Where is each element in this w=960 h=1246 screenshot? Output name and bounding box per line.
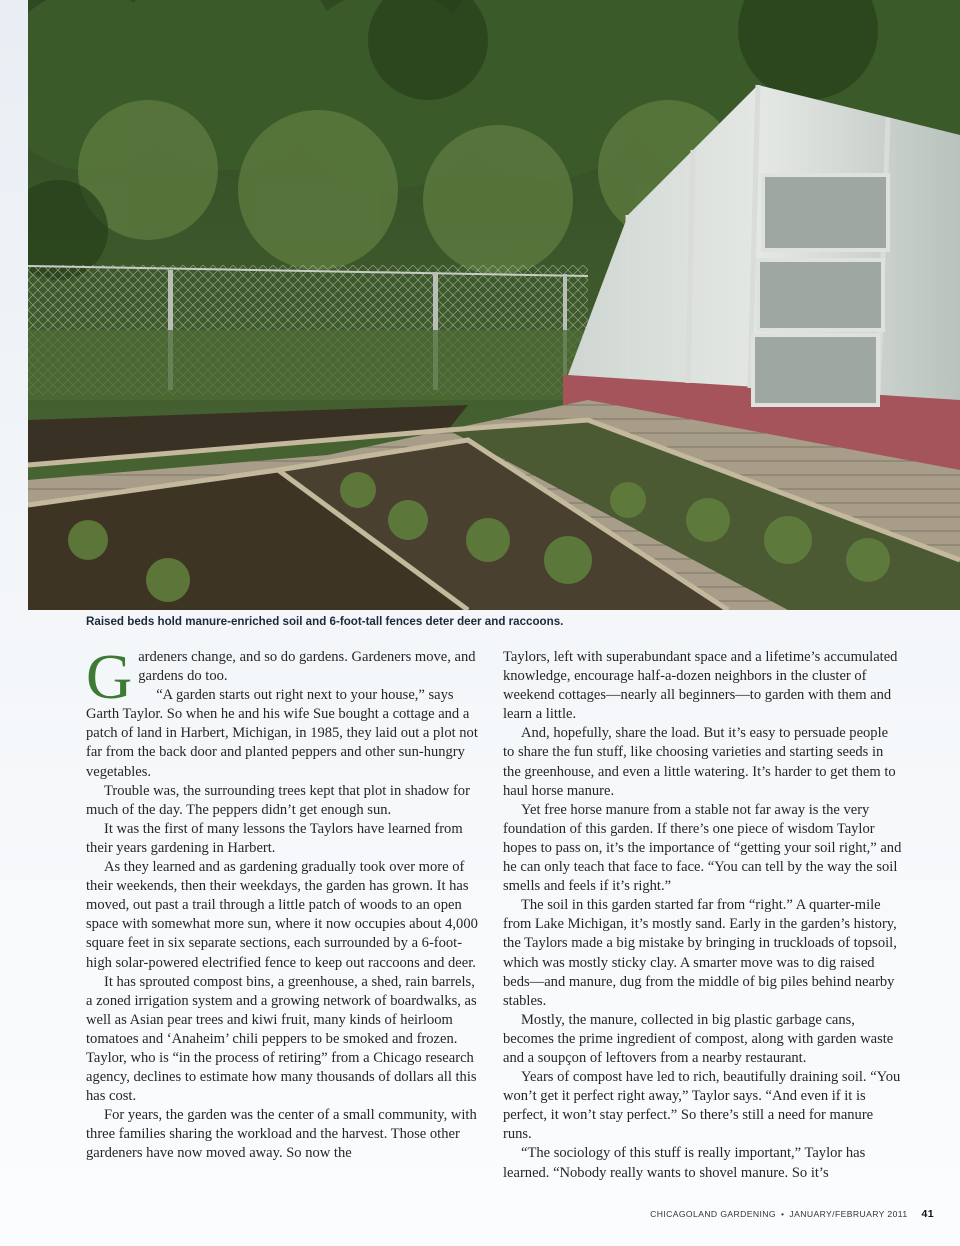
paragraph: Trouble was, the surrounding trees kept that plot in shadow for much of the day. The peppers didn’t get enough sun. bbox=[86, 782, 470, 818]
article-column-left bbox=[86, 641, 484, 1164]
garden-photo bbox=[28, 0, 960, 610]
issue-date: JANUARY/FEBRUARY 2011 bbox=[789, 1209, 908, 1219]
paragraph: “A garden starts out right next to your house,” says Garth Taylor. So when he and his wife Sue bought a cottage and a patch of land in Harbert, Michigan, in 1985, they laid out a plot not far from the back door and planted peppers and other sun-hungry vegetables. bbox=[86, 687, 478, 780]
paragraph: For years, the garden was the center of a small community, with three families sharing the workload and the harvest. Those other gardeners have now moved away. So now the bbox=[86, 1107, 477, 1162]
paragraph: Mostly, the manure, collected in big plastic garbage cans, becomes the prime ingredient of compost, along with garden waste and a soupçon of leftovers from a nearby restaurant. bbox=[503, 1011, 894, 1066]
paragraph: Yet free horse manure from a stable not far away is the very foundation of this garden. If there’s one piece of wisdom Taylor hopes to pass on, it’s the importance of “getting your soil right,” and he can only teach that face to face. “You can tell by the way the soil smells and feels if it’s right.” bbox=[503, 801, 902, 895]
footer-separator: • bbox=[780, 1209, 785, 1219]
paragraph: And, hopefully, share the load. But it’s easy to persuade people to share the fun stuff, like choosing varieties and starting seeds in the greenhouse, and even a little watering. It’s harder to get them to haul horse manure. bbox=[503, 725, 896, 799]
paragraph: It was the first of many lessons the Taylors have learned from their years gardening in Harbert. bbox=[86, 820, 463, 856]
garden-photo-illustration bbox=[28, 0, 960, 610]
publication-name: CHICAGOLAND GARDENING bbox=[650, 1209, 776, 1219]
page-footer bbox=[600, 1208, 934, 1220]
drop-cap: G bbox=[86, 641, 133, 712]
article-column-right bbox=[503, 648, 903, 1183]
paragraph: Gardeners change, and so do gardens. Gardeners move, and gardens do too. bbox=[86, 641, 476, 712]
photo-caption: Raised beds hold manure-enriched soil and 6-foot-tall fences deter deer and raccoons. bbox=[86, 615, 564, 628]
paragraph: Taylors, left with superabundant space and a lifetime’s accumulated knowledge, encourage half-a-dozen neighbors in the cluster of weekend cottages—nearly all beginners—to garden with them and learn a little. bbox=[503, 649, 898, 723]
paragraph: As they learned and as gardening gradually took over more of their weekends, then their weekdays, the garden has grown. It has moved, out past a trail through a little patch of woods to an open space with somewhat more sun, where it now occupies about 4,000 square feet in six separate sections, each surrounded by a 6-foot-high solar-powered electrified fence to keep out raccoons and deer. bbox=[86, 859, 478, 971]
page-number: 41 bbox=[921, 1208, 934, 1220]
paragraph: “The sociology of this stuff is really important,” Taylor has learned. “Nobody really wants to shovel manure. So it’s bbox=[503, 1145, 866, 1181]
paragraph: Years of compost have led to rich, beautifully draining soil. “You won’t get it perfect right away,” Taylor says. “And even if it is perfect, it won’t stay perfect.” So there’s still a need for manure runs. bbox=[503, 1069, 901, 1143]
paragraph: It has sprouted compost bins, a greenhouse, a shed, rain barrels, a zoned irrigation system and a growing network of boardwalks, as well as Asian pear trees and kiwi fruit, many kinds of heirloom tomatoes and ‘Anaheim’ chili peppers to be smoked and frozen. Taylor, who is “in the process of retiring” from a Chicago research agency, declines to estimate how many thousands of dollars all this has cost. bbox=[86, 973, 477, 1105]
paragraph: The soil in this garden started far from “right.” A quarter-mile from Lake Michigan, it’s mostly sand. Early in the garden’s history, the Taylors made a big mistake by bringing in truckloads of topsoil, which was mostly sticky clay. A smarter move was to dig raised beds—and manure, dug from the middle of big piles behind nearby stables. bbox=[503, 897, 897, 1009]
